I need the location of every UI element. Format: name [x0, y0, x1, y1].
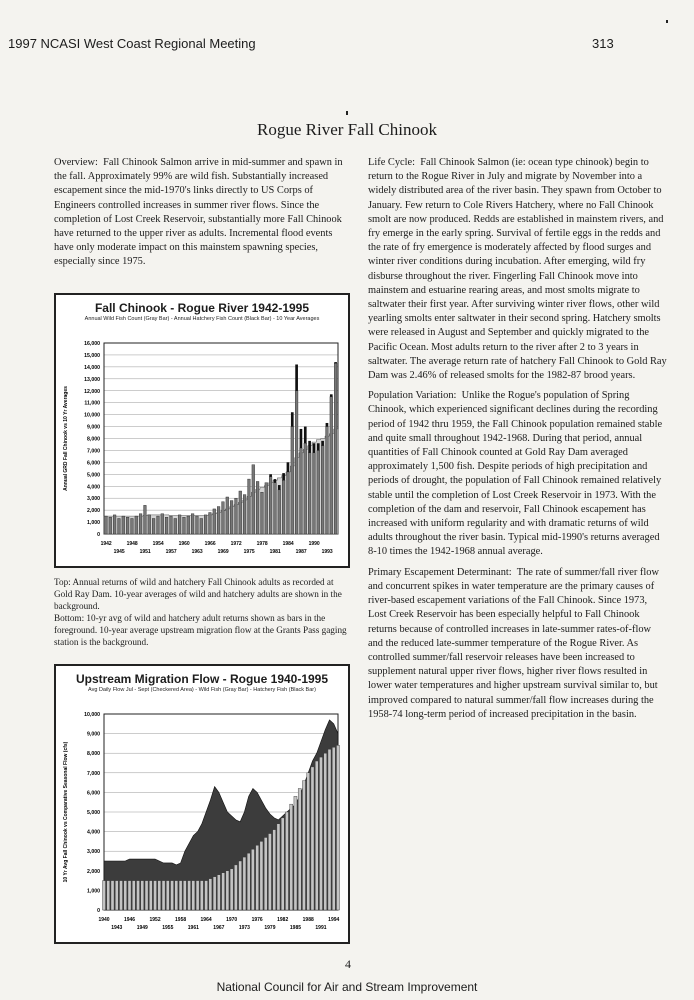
wild-bar: [287, 472, 290, 534]
fish-average-bar: [311, 767, 314, 910]
y-tick-label: 14,000: [84, 364, 100, 371]
y-tick-label: 9,000: [87, 424, 100, 431]
running-header: 1997 NCASI West Coast Regional Meeting: [8, 36, 256, 51]
y-tick-label: 9,000: [87, 731, 100, 738]
x-tick-label: 1970: [226, 917, 238, 923]
fish-average-bar: [158, 881, 161, 910]
x-tick-label: 1994: [328, 917, 340, 923]
chart-subtitle: Annual Wild Fish Count (Gray Bar) - Annual Hatchery Fish Count (Black Bar) - 10 Year Averages: [84, 316, 320, 322]
y-tick-label: 4,000: [87, 484, 100, 491]
wild-bar: [178, 515, 181, 534]
wild-bar: [304, 443, 307, 534]
fish-average-bar: [124, 881, 127, 910]
wild-bar: [196, 516, 199, 534]
hatchery-bar: [317, 443, 320, 450]
fish-average-bar: [154, 881, 157, 910]
hatchery-bar: [274, 479, 277, 483]
fish-average-bar: [332, 747, 335, 910]
overview-lead: Overview:: [54, 157, 98, 168]
hatchery-bar: [300, 429, 303, 448]
fish-average-bar: [188, 881, 191, 910]
fish-average-bar: [264, 837, 267, 910]
wild-bar: [152, 518, 155, 534]
hatchery-bar: [334, 362, 337, 363]
chart-plot: [56, 666, 348, 942]
speck-mark: [666, 20, 668, 23]
population-body: Unlike the Rogue's population of Spring Chinook, which experienced significant declines during the recording period of 1942 thru 1959, the Fall Chinook population remained stable and quite small throughout 1942-1968. During that period, annual quantities of Fall Chinook counted at Gold Ray Dam averaged approximately 1,500 fish. Despite periods of high precipitation and periods of drought, the population of Fall Chinook remained relatively stable until the completion of Lost Creek Reservoir in 1973. With the completion of the dam and reservoir, Fall Chinook escapement has increased with uniform regularity and with dramatic returns of wild adults throughout the river basin. Typical mid-1990's returns averaged 8-10 times the 1942-1968 annual average.: [368, 390, 663, 558]
hatchery-bar: [321, 441, 324, 446]
right-column: [368, 156, 668, 728]
hatchery-bar: [269, 474, 272, 476]
wild-bar: [313, 453, 316, 534]
fish-average-bar: [226, 871, 229, 910]
x-tick-label: 1958: [175, 917, 187, 923]
wild-bar: [243, 495, 246, 534]
x-tick-label: 1988: [302, 917, 314, 923]
fish-average-bar: [175, 881, 178, 910]
fish-average-bar: [183, 881, 186, 910]
life-cycle-paragraph: [368, 156, 668, 383]
y-tick-label: 11,000: [84, 400, 100, 407]
x-tick-label: 1963: [191, 549, 203, 555]
x-tick-label: 1952: [149, 917, 161, 923]
x-tick-label: 1946: [123, 917, 136, 923]
fish-average-bar: [145, 881, 148, 910]
population-lead: Population Variation:: [368, 390, 457, 402]
wild-bar: [131, 518, 134, 534]
y-tick-label: 16,000: [84, 341, 100, 347]
fish-average-bar: [315, 761, 318, 910]
x-tick-label: 1975: [243, 549, 255, 555]
wild-bar: [278, 490, 281, 534]
life-cycle-lead: Life Cycle:: [368, 157, 416, 168]
fish-average-bar: [319, 757, 322, 910]
wild-bar: [109, 517, 112, 534]
wild-bar: [326, 427, 329, 534]
chart-title: Upstream Migration Flow - Rogue 1940-1995: [75, 672, 329, 686]
y-tick-label: 8,000: [87, 751, 100, 758]
figure-caption: [54, 576, 354, 648]
wild-bar: [139, 514, 142, 534]
life-cycle-body: Fall Chinook Salmon (ie: ocean type chinook) begin to return to the Rogue River in July and migrate by November into a widely distributed area of the river basin. They spawn from October to January. Few return to Cole Rivers Hatchery, where no Fall Chinook smolt are now produced. Redds are established in mainstem rivers, and fry emerge in the early spring. Survival of fertile eggs in the redds and the rate of fry emergence is moderately affected by flood surges and winter river conditions during incubation. After emerging, wild fry disburse throughout the river. Fingerling Fall Chinook move into mainstem and estuarine rearing areas, and most smolts migrate to saltwater their first year. After surviving winter river flows, other wild yearling smolts enter saltwater in their second spring. Hatchery smolts were released in August and September and quickly migrated to the Pacific Ocean. Most adults return to the river after 2 to 3 years in saltwater. The average return rate of hatchery Fall Chinook to Gold Ray Dam was 2.46% of released smolts for the 1982-87 brood years.: [368, 157, 667, 382]
y-tick-label: 2,000: [87, 868, 100, 875]
page-header-number: 313: [592, 36, 614, 51]
y-tick-label: 10,000: [84, 412, 100, 419]
x-tick-label: 1966: [204, 541, 216, 547]
fish-average-bar: [324, 753, 327, 910]
wild-bar: [209, 513, 212, 534]
x-tick-label: 1979: [264, 925, 276, 931]
wild-bar: [126, 517, 129, 534]
fish-average-bar: [102, 881, 105, 910]
x-tick-label: 1993: [321, 549, 333, 555]
x-tick-label: 1960: [178, 541, 190, 547]
wild-bar: [105, 516, 108, 534]
y-tick-label: 5,000: [87, 810, 100, 816]
fish-average-bar: [171, 881, 174, 910]
x-tick-label: 1961: [187, 925, 199, 931]
x-tick-label: 1942: [100, 541, 112, 547]
x-tick-label: 1976: [251, 917, 263, 923]
fish-average-bar: [162, 881, 165, 910]
wild-bar: [295, 391, 298, 534]
wild-bar: [122, 516, 125, 534]
wild-bar: [113, 515, 116, 534]
caption-top: Top: Annual returns of wild and hatchery Fall Chinook adults as recorded at Gold Ray Dam. 10-year averages of wild and hatchery adults are shown in the background.: [54, 577, 342, 611]
x-tick-label: 1964: [200, 917, 212, 923]
fish-average-bar: [336, 745, 339, 910]
fish-average-bar: [205, 881, 208, 910]
x-tick-label: 1972: [230, 541, 242, 547]
y-axis-label: 10 Yr Avg Fall Chinook vs Comparative Seasonal Flow (cfs): [63, 741, 69, 883]
wild-bar: [248, 479, 251, 534]
fish-average-bar: [179, 881, 182, 910]
fish-average-bar: [149, 881, 152, 910]
x-tick-label: 1990: [308, 541, 320, 547]
chart-plot: [56, 295, 348, 566]
fish-average-bar: [166, 881, 169, 910]
x-tick-label: 1991: [315, 925, 327, 931]
left-column: [54, 156, 348, 276]
fish-average-bar: [302, 781, 305, 910]
hatchery-bar: [282, 473, 285, 480]
escapement-lead: Primary Escapement Determinant:: [368, 566, 512, 578]
wild-bar: [144, 505, 147, 534]
wild-bar: [148, 515, 151, 534]
x-tick-label: 1981: [269, 549, 281, 555]
y-tick-label: 3,000: [87, 496, 100, 503]
x-tick-label: 1978: [256, 541, 268, 547]
fish-average-bar: [277, 824, 280, 910]
wild-bar: [235, 498, 238, 534]
y-tick-label: 3,000: [87, 849, 100, 856]
page-footer: National Council for Air and Stream Improvement: [216, 980, 478, 994]
x-tick-label: 1951: [139, 549, 151, 555]
wild-bar: [291, 427, 294, 534]
y-tick-label: 4,000: [87, 829, 100, 836]
chart-title: Fall Chinook - Rogue River 1942-1995: [94, 301, 310, 315]
x-tick-label: 1945: [113, 549, 125, 555]
wild-bar: [165, 517, 168, 534]
wild-bar: [183, 517, 186, 534]
hatchery-bar: [308, 441, 311, 453]
y-tick-label: 7,000: [87, 448, 100, 455]
wild-bar: [282, 480, 285, 534]
wild-bar: [334, 363, 337, 534]
fish-average-bar: [298, 788, 301, 910]
fish-average-bar: [285, 812, 288, 910]
page-title: Rogue River Fall Chinook: [257, 120, 437, 139]
fish-average-bar: [256, 845, 259, 910]
fish-average-bar: [141, 881, 144, 910]
wild-bar: [161, 514, 164, 534]
title-mark: [346, 111, 348, 115]
y-tick-label: 1,000: [87, 888, 100, 895]
x-tick-label: 1955: [162, 925, 174, 931]
wild-bar: [222, 502, 225, 534]
fish-average-bar: [192, 881, 195, 910]
wild-bar: [174, 518, 177, 534]
wild-bar: [213, 509, 216, 534]
fish-average-bar: [281, 818, 284, 910]
y-tick-label: 6,000: [87, 790, 100, 797]
x-tick-label: 1949: [136, 925, 148, 931]
fish-average-bar: [128, 881, 131, 910]
x-tick-label: 1954: [152, 541, 164, 547]
page-number: 4: [345, 957, 351, 971]
wild-bar: [230, 501, 233, 534]
fish-average-bar: [268, 834, 271, 910]
x-tick-label: 1984: [282, 541, 294, 547]
caption-bottom: Bottom: 10-yr avg of wild and hatchery adult returns shown as bars in the foreground. 10-year average upstream migration flow at the Grants Pass gaging station is the background.: [54, 613, 347, 647]
escapement-paragraph: [368, 566, 668, 722]
fish-average-bar: [217, 875, 220, 910]
wild-bar: [191, 514, 194, 534]
fish-average-bar: [307, 773, 310, 910]
y-tick-label: 15,000: [84, 352, 100, 359]
wild-bar: [321, 446, 324, 534]
fish-average-bar: [239, 861, 242, 910]
wild-bar: [256, 481, 259, 534]
wild-bar: [204, 515, 207, 534]
wild-bar: [118, 518, 121, 534]
y-tick-label: 0: [97, 908, 100, 914]
fish-average-bar: [119, 881, 122, 910]
fish-average-bar: [222, 873, 225, 910]
wild-bar: [252, 465, 255, 534]
fish-average-bar: [260, 841, 263, 910]
fish-average-bar: [107, 881, 110, 910]
fish-average-bar: [132, 881, 135, 910]
overview-paragraph: [54, 156, 348, 270]
wild-bar: [135, 516, 138, 534]
hatchery-bar: [291, 412, 294, 426]
wild-bar: [157, 516, 160, 534]
fish-average-bar: [137, 881, 140, 910]
wild-bar: [300, 448, 303, 534]
x-tick-label: 1973: [238, 925, 250, 931]
fish-average-bar: [196, 881, 199, 910]
y-axis-label: Annual GRD Fall Chinook vs 10 Yr Averages: [63, 386, 69, 491]
x-tick-label: 1957: [165, 549, 177, 555]
wild-bar: [261, 492, 264, 534]
wild-bar: [170, 516, 173, 534]
y-tick-label: 12,000: [84, 388, 100, 395]
fish-average-bar: [290, 804, 293, 910]
x-tick-label: 1982: [277, 917, 289, 923]
y-tick-label: 5,000: [87, 472, 100, 479]
hatchery-bar: [330, 394, 333, 396]
hatchery-bar: [326, 423, 329, 427]
y-tick-label: 6,000: [87, 460, 100, 467]
chart-subtitle: Avg Daily Flow Jul - Sept (Checkered Area) - Wild Fish (Gray Bar) - Hatchery Fish (Black Bar): [88, 687, 316, 693]
y-tick-label: 0: [97, 532, 100, 538]
migration-flow-chart: [54, 664, 350, 944]
hatchery-bar: [287, 462, 290, 472]
fish-average-bar: [251, 849, 254, 910]
wild-bar: [217, 507, 220, 534]
overview-body: Fall Chinook Salmon arrive in mid-summer and spawn in the fall. Approximately 99% are wild fish. Substantially increased escapement since the mid-1970's links directly to US Corps of Engineers controlled increases in summer river flows. Since the completion of Lost Creek Reservoir, substantially more Fall Chinook have returned to the upper river as adults. Incremental flood events have only moderate impact on this mainstem spawning species, especially since 1975.: [54, 157, 343, 268]
hatchery-bar: [295, 364, 298, 390]
fish-average-bar: [234, 865, 237, 910]
fish-average-bar: [200, 881, 203, 910]
population-paragraph: [368, 389, 668, 559]
wild-bar: [317, 450, 320, 534]
fish-average-bar: [247, 853, 250, 910]
fish-average-bar: [111, 881, 114, 910]
wild-bar: [187, 516, 190, 534]
escapement-body: The rate of summer/fall river flow and concurrent spikes in water temperature are the primary causes of river-based escapement variations of the Fall Chinook. Since 1973, Lost Creek Reservoir has been especially helpful to Fall Chinook returns because of controlled increases in late-summer rates-of-flow and the reduced late-summer temperature of the Rogue River. As controlled summer/fall reservoir releases have been increased to supplement natural upper river flows, higher river flows resulted in lower water temperatures and higher upstream survival similar to, but improved compared to natural summer/fall flow increases during the 1958-74 long-term period of increased precipitation in the basin.: [368, 566, 659, 720]
y-tick-label: 1,000: [87, 520, 100, 527]
x-tick-label: 1948: [126, 541, 138, 547]
fish-average-bar: [209, 879, 212, 910]
y-tick-label: 2,000: [87, 508, 100, 515]
wild-bar: [269, 477, 272, 534]
hatchery-bar: [313, 443, 316, 453]
y-tick-label: 8,000: [87, 436, 100, 443]
fish-average-bar: [328, 749, 331, 910]
hatchery-bar: [278, 485, 281, 490]
y-tick-label: 10,000: [84, 712, 100, 718]
fish-average-bar: [213, 877, 216, 910]
wild-bar: [265, 483, 268, 534]
fall-chinook-chart: [54, 293, 350, 568]
x-tick-label: 1985: [289, 925, 302, 931]
y-tick-label: 7,000: [87, 770, 100, 777]
x-tick-label: 1943: [111, 925, 123, 931]
fish-average-bar: [243, 857, 246, 910]
wild-bar: [200, 518, 203, 534]
x-tick-label: 1967: [213, 925, 225, 931]
wild-bar: [226, 497, 229, 534]
fish-average-bar: [230, 869, 233, 910]
x-tick-label: 1969: [217, 549, 229, 555]
y-tick-label: 13,000: [84, 376, 100, 383]
wild-bar: [330, 397, 333, 534]
wild-bar: [274, 483, 277, 534]
wild-bar: [239, 491, 242, 534]
x-tick-label: 1940: [98, 917, 110, 923]
fish-average-bar: [115, 881, 118, 910]
fish-average-bar: [294, 796, 297, 910]
wild-bar: [308, 453, 311, 534]
fish-average-bar: [273, 830, 276, 910]
hatchery-bar: [304, 427, 307, 444]
x-tick-label: 1987: [295, 549, 307, 555]
